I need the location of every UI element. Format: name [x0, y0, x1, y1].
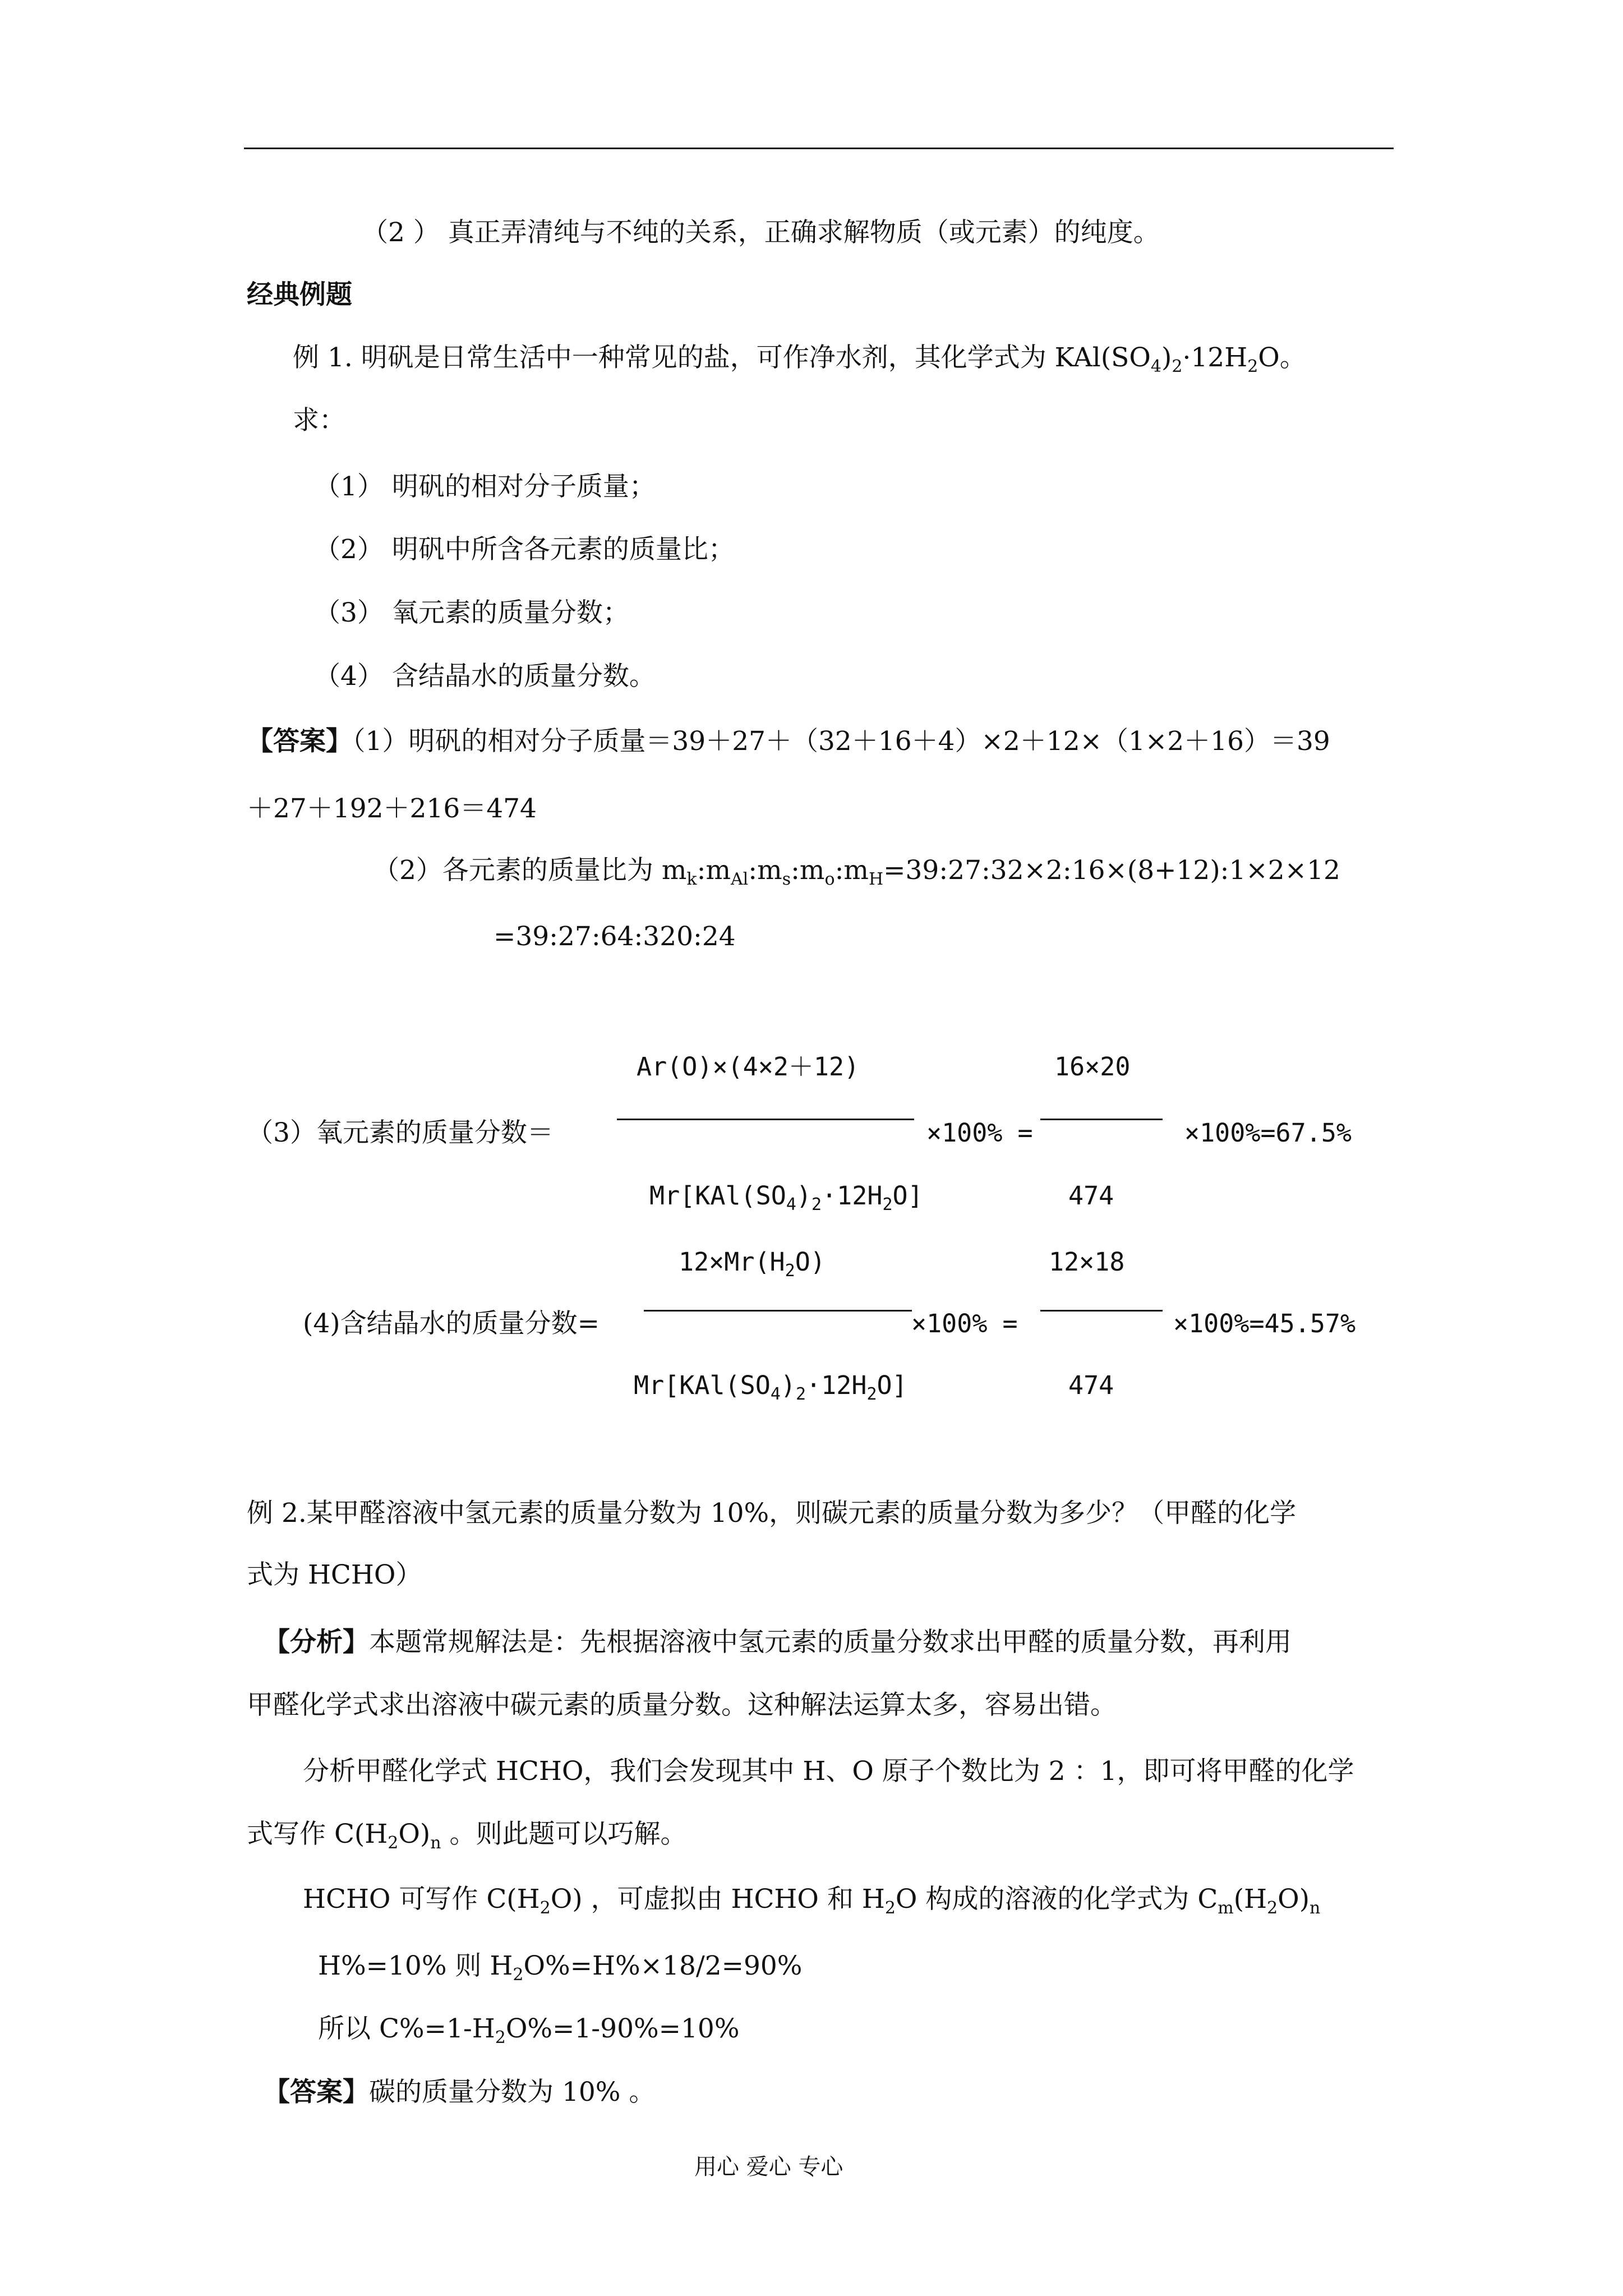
ex2-answer: 【答案】碳的质量分数为 10% 。 — [264, 2077, 656, 2108]
page-footer: 用心 爱心 专心 — [694, 2154, 843, 2180]
water-fraction-bar — [644, 1310, 912, 1312]
ex1-ratio-result: =39:27:64:320:24 — [494, 921, 736, 952]
ex2-analysis-line2: 甲醛化学式求出溶液中碳元素的质量分数。这种解法运算太多，容易出错。 — [247, 1690, 1117, 1720]
header-rule — [244, 148, 1394, 149]
ex2-p2-line1: 分析甲醛化学式 HCHO，我们会发现其中 H、O 原子个数比为 2 ：1，即可将甲醛的化学 — [303, 1756, 1354, 1787]
ox-mid: ×100% = — [926, 1118, 1033, 1148]
ox-numerator: Ar(O)×(4×2＋12) — [637, 1052, 860, 1082]
ex2-p2-line2: 式写作 $C(H_2O)_n$ 。则此题可以巧解。 — [247, 1819, 687, 1853]
water-fraction-bar-2 — [1040, 1310, 1163, 1312]
ox-label: （3）氧元素的质量分数＝ — [247, 1117, 554, 1148]
ex2-stem-line1: 例 2.某甲醛溶液中氢元素的质量分数为 10%，则碳元素的质量分数为多少？（甲醛的化学 — [247, 1498, 1297, 1529]
ex1-ask: 求： — [293, 405, 345, 436]
ox-fraction-bar-2 — [1040, 1119, 1163, 1120]
water-result: ×100%=45.57% — [1173, 1309, 1356, 1338]
water-denominator-2: 474 — [1068, 1370, 1114, 1400]
ex1-item: （4） 含结晶水的质量分数。 — [314, 661, 656, 692]
ex2-p5: 所以 $C\%=1-H_2O\%=1-90\%=10\%$ — [318, 2013, 740, 2047]
water-denominator: $Mr[KAl(SO_4)_2\cdot 12H_2O]$ — [634, 1370, 907, 1404]
ox-denominator: $Mr[KAl(SO_4)_2\cdot 12H_2O]$ — [649, 1181, 923, 1214]
ex1-item: （1） 明矾的相对分子质量； — [314, 471, 656, 502]
ex1-answer-line1: 【答案】（1）明矾的相对分子质量＝39＋27＋（32＋16＋4）×2＋12×（1×2＋16）＝39 — [247, 726, 1330, 757]
ox-denominator-2: 474 — [1068, 1181, 1114, 1211]
ex1-stem: 例 1. 明矾是日常生活中一种常见的盐，可作净水剂，其化学式为 $KAl(SO_4)_2\cdot 12H_2O$。 — [293, 342, 1306, 376]
ox-result: ×100%=67.5% — [1184, 1118, 1352, 1148]
water-mid: ×100% = — [911, 1309, 1018, 1338]
intro-text: （2 ） 真正弄清纯与不纯的关系，正确求解物质（或元素）的纯度。 — [362, 217, 1160, 248]
water-numerator: $12\times Mr(H_2O)$ — [679, 1247, 826, 1281]
water-label: (4)含结晶水的质量分数= — [303, 1308, 600, 1339]
water-numerator-2: 12×18 — [1049, 1247, 1125, 1277]
ox-fraction-bar — [617, 1119, 914, 1120]
ex1-ratio: （2）各元素的质量比为 $m_k:m_{Al}:m_s:m_o:m_H=39:27:32\times 2:16\times(8+12):1\times 2\times 12$ — [373, 855, 1340, 889]
ex1-answer-line2: ＋27＋192＋216＝474 — [247, 793, 537, 824]
ex1-item: （3） 氧元素的质量分数； — [314, 597, 629, 628]
section-title: 经典例题 — [247, 279, 352, 310]
ex2-p4: H%=10% 则 $H_2O\%=H\%\times 18/2=90\%$ — [318, 1950, 803, 1985]
ex2-p3: HCHO 可写作 $C(H_2O)$ ，可虚拟由 HCHO 和 $H_2O$ 构成的溶液的化学式为 $C_m(H_2O)_n$ — [303, 1884, 1321, 1918]
ex1-item: （2） 明矾中所含各元素的质量比； — [314, 534, 735, 565]
ex2-stem-line2: 式为 HCHO） — [247, 1559, 422, 1590]
ex2-analysis-line1: 【分析】本题常规解法是：先根据溶液中氢元素的质量分数求出甲醛的质量分数，再利用 — [264, 1627, 1292, 1658]
ox-numerator-2: 16×20 — [1054, 1052, 1131, 1082]
